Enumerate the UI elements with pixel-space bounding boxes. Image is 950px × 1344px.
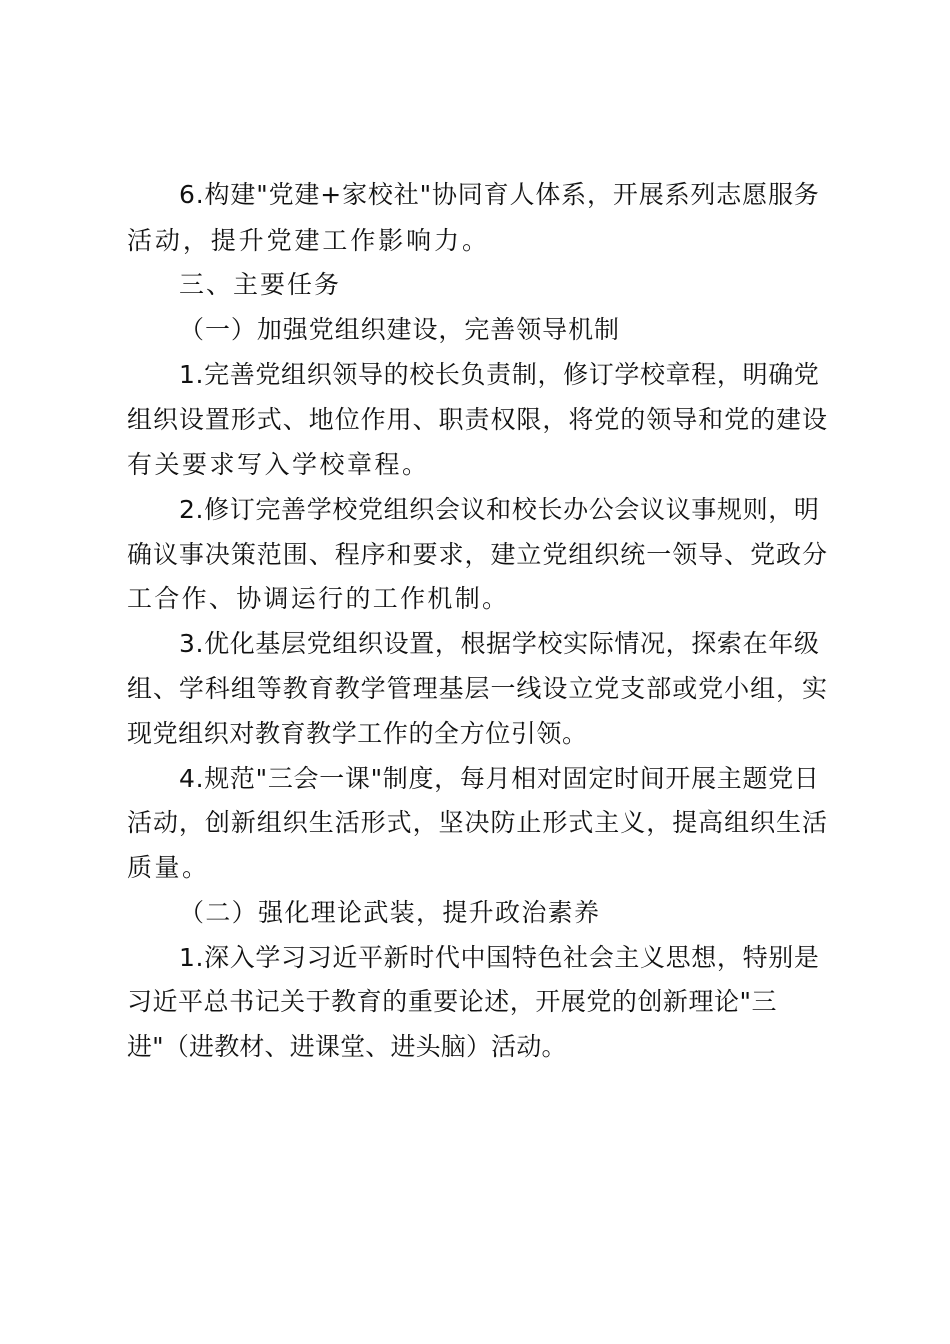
text-line-10: 工合作、协调运行的工作机制。 — [127, 584, 510, 613]
text-line-12: 组、学科组等教育教学管理基层一线设立党支部或党小组，实 — [127, 674, 828, 703]
text-line-2: 活动，提升党建工作影响力。 — [127, 226, 490, 255]
text-line-13: 现党组织对教育教学工作的全方位引领。 — [127, 719, 588, 748]
text-line-19: 习近平总书记关于教育的重要论述，开展党的创新理论"三 — [127, 987, 778, 1016]
text-line-5: 1.完善党组织领导的校长负责制，修订学校章程，明确党 — [179, 360, 820, 389]
text-line-18: 1.深入学习习近平新时代中国特色社会主义思想，特别是 — [179, 943, 820, 972]
text-line-6: 组织设置形式、地位作用、职责权限，将党的领导和党的建设 — [127, 405, 828, 434]
text-line-9: 确议事决策范围、程序和要求，建立党组织统一领导、党政分 — [127, 540, 828, 569]
text-line-20: 进"（进教材、进课堂、进头脑）活动。 — [127, 1032, 567, 1061]
text-line-1: 6.构建"党建+家校社"协同育人体系，开展系列志愿服务 — [179, 180, 820, 209]
text-line-16: 质量。 — [127, 853, 210, 882]
text-line-8: 2.修订完善学校党组织会议和校长办公会议议事规则，明 — [179, 495, 820, 524]
subsection-heading-1: （一）加强党组织建设，完善领导机制 — [179, 315, 620, 344]
subsection-heading-2: （二）强化理论武装，提升政治素养 — [179, 898, 601, 927]
text-line-15: 活动，创新组织生活形式，坚决防止形式主义，提高组织生活 — [127, 808, 828, 837]
text-line-14: 4.规范"三会一课"制度，每月相对固定时间开展主题党日 — [179, 764, 820, 793]
text-line-7: 有关要求写入学校章程。 — [127, 450, 430, 479]
text-line-11: 3.优化基层党组织设置，根据学校实际情况，探索在年级 — [179, 629, 820, 658]
section-heading-main-tasks: 三、主要任务 — [179, 270, 342, 299]
